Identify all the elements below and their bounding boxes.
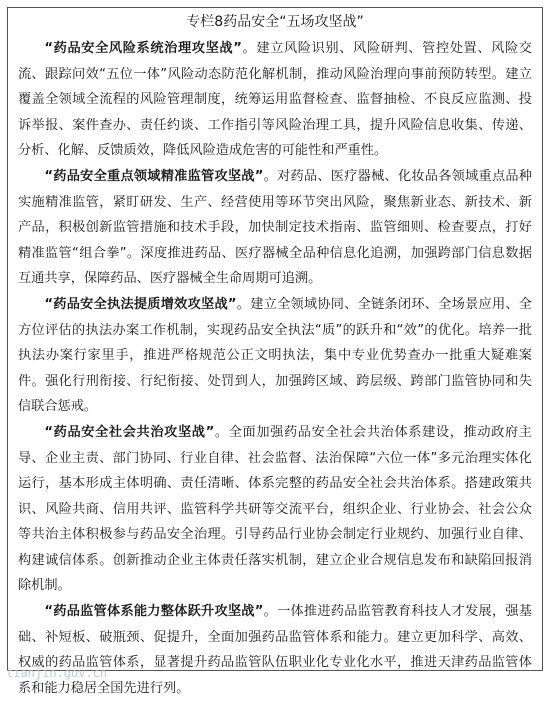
section-heading: “药品安全重点领域精准监管攻坚战” — [44, 168, 264, 184]
site-watermark: tianjin.gov.cn — [6, 666, 108, 680]
section-heading: “药品监管体系能力整体跃升攻坚战” — [44, 604, 264, 620]
section-body: 。对药品、医疗器械、化妆品各领域重点品种实施精准监管，紧盯研发、生产、经营使用等环节突出风险，聚焦新业态、新技术、新产品，积极创新监管措施和技术手段，加快制定技术指南、监管细则、检查要点，打好精准监管“组合拳”。深度推进药品、医疗器械全品种信息化追溯，加强跨部门信息数据互通共享，保障药品、医疗器械全生命周期可追溯。 — [18, 168, 532, 287]
section-paragraph — [18, 36, 532, 164]
section-heading: “药品安全风险系统治理攻坚战” — [44, 41, 242, 56]
section-heading: “药品安全社会共治攻坚战” — [44, 424, 215, 440]
section-paragraph — [18, 292, 532, 420]
column-title: 专栏8药品安全“五场攻坚战” — [186, 14, 364, 30]
section-paragraph — [18, 599, 532, 701]
section-body: 。全面加强药品安全社会共治体系建设，推动政府主导、企业主责、部门协同、行业自律、社会监督、法治保障“六位一体”多元治理实体化运行，基本形成主体明确、责任清晰、体系完整的药品安全社会共治体系。搭建政策共识、风险共商、信用共评、监管科学共研等交流平台，组织企业、行业协会、社会公众等共治主体积极参与药品安全治理。引导药品行业协会制定行业规约、加强行业自律、构建诚信体系。创新推动企业主体责任落实机制，建立企业合规信息发布和缺陷回报消除机制。 — [18, 424, 532, 594]
section-heading: “药品安全执法提质增效攻坚战” — [44, 296, 237, 312]
section-body: 。建立全领域协同、全链条闭环、全场景应用、全方位评估的执法办案工作机制，实现药品安全执法“质”的跃升和“效”的优化。培养一批执法办案行家里手，推进严格规范公正文明执法，集中专业优势查办一批重大疑难案件。强化行刑衔接、行纪衔接、处罚到人，加强跨区域、跨层级、跨部门监管协同和失信联合惩戒。 — [18, 296, 532, 415]
section-paragraph — [18, 164, 532, 292]
section-body: 。一体推进药品监管教育科技人才发展，强基础、补短板、破瓶颈、促提升，全面加强药品监管体系和能力。建立更加科学、高效、权威的药品监管体系，显著提升药品监管队伍职业化专业化水平，推进天津药品监管体系和能力稳居全国先进行列。 — [18, 604, 532, 696]
section-paragraph — [18, 420, 532, 599]
section-body: 。建立风险识别、风险研判、管控处置、风险交流、跟踪问效“五位一体”风险动态防范化解机制，推动风险治理向事前预防转型。建立覆盖全领域全流程的风险管理制度，统筹运用监督检查、监督抽检、不良反应监测、投诉举报、案件查办、责任约谈、工作指引等风险治理工具，提升风险信息收集、传递、分析、化解、反馈质效，降低风险造成危害的可能性和严重性。 — [18, 41, 532, 159]
